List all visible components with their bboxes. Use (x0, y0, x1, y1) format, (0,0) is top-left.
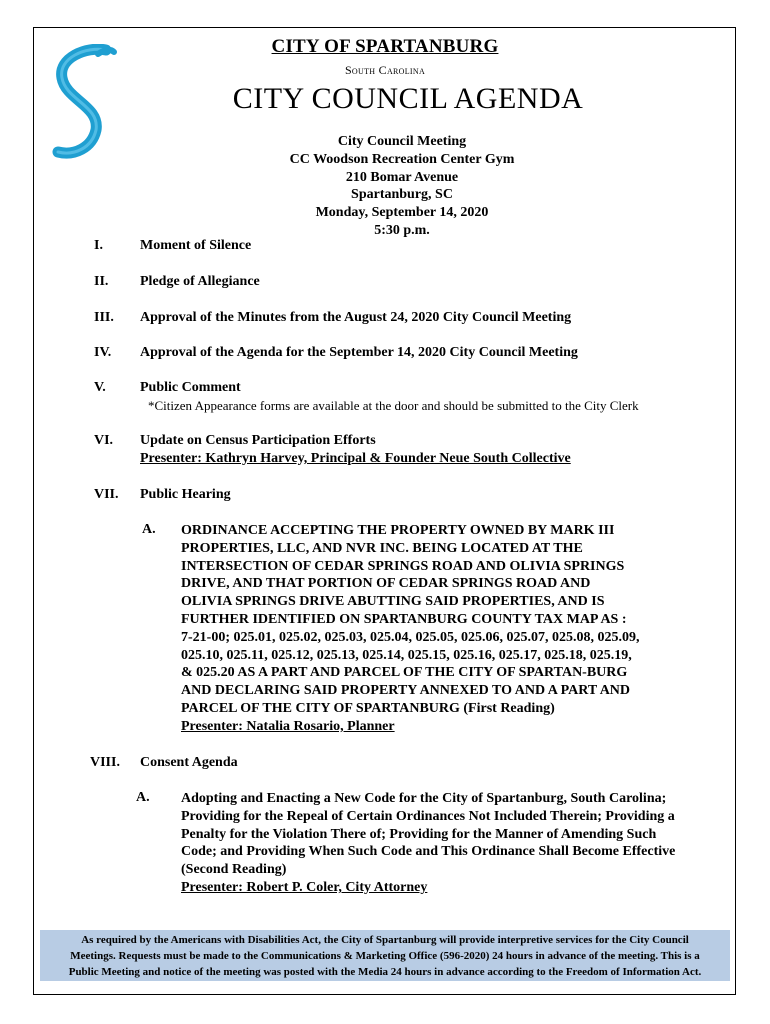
meeting-name: City Council Meeting (337, 134, 467, 149)
meeting-address: 210 Bomar Avenue (345, 169, 459, 185)
item-number: VIII. (90, 755, 120, 770)
text-line: AND DECLARING SAID PROPERTY ANNEXED TO AND A PART AND (181, 683, 631, 699)
item-number: VI. (94, 433, 114, 448)
text-line: FURTHER IDENTIFIED ON SPARTANBURG COUNTY TAX MAP AS : (181, 611, 627, 627)
meeting-info (0, 133, 770, 240)
item-title: Public Hearing (140, 487, 231, 502)
text-line: INTERSECTION OF CEDAR SPRINGS ROAD AND OLIVIA SPRINGS (181, 558, 625, 574)
meeting-venue: CC Woodson Recreation Center Gym (289, 151, 515, 167)
item-number: III. (94, 310, 114, 325)
item-title: Approval of the Minutes from the August 24, 2020 City Council Meeting (140, 310, 572, 325)
consent-text (181, 790, 714, 897)
text-line: PARCEL OF THE CITY OF SPARTANBURG (First Reading) (181, 700, 555, 716)
presenter: Presenter: Kathryn Harvey, Principal & Founder Neue South Collective (140, 451, 571, 466)
notice-line: Meetings. Requests must be made to the Communications & Marketing Office (596-2020) 24 hours in advance of the meeting. This is a (70, 950, 700, 962)
text-line: & 025.20 AS A PART AND PARCEL OF THE CITY OF SPARTAN-BURG (181, 665, 628, 681)
meeting-city: Spartanburg, SC (351, 187, 453, 203)
text-line: OLIVIA SPRINGS DRIVE ABUTTING SAID PROPERTIES, AND IS (181, 594, 605, 610)
state-name: South Carolina (344, 63, 426, 77)
text-line: Code; and Providing When Such Code and This Ordinance Shall Become Effective (181, 844, 676, 860)
notice-line: Public Meeting and notice of the meeting was posted with the Media 24 hours in advance according to the Freedom of Information Act. (68, 966, 702, 978)
city-name: CITY OF SPARTANBURG (271, 36, 499, 57)
presenter: Presenter: Robert P. Coler, City Attorney (181, 879, 428, 895)
item-title: Update on Census Participation Efforts (140, 433, 376, 448)
meeting-time: 5:30 p.m. (374, 222, 430, 238)
citizen-appearance-note: *Citizen Appearance forms are available at the door and should be submitted to the City Clerk (148, 398, 639, 413)
ada-notice (40, 930, 730, 981)
ordinance-text (181, 522, 640, 736)
text-line: Penalty for the Violation There of; Providing for the Manner of Amending Such (181, 826, 657, 842)
sub-item-letter: A. (136, 790, 150, 805)
item-title: Public Comment (140, 380, 241, 395)
sub-item-letter: A. (142, 522, 156, 537)
text-line: Providing for the Repeal of Certain Ordinances Not Included Therein; Providing a (181, 808, 675, 824)
presenter: Presenter: Natalia Rosario, Planner (181, 718, 395, 734)
text-line: ORDINANCE ACCEPTING THE PROPERTY OWNED BY MARK III (181, 523, 615, 538)
notice-line: As required by the Americans with Disabilities Act, the City of Spartanburg will provide interpretive services for the City Council (81, 934, 689, 946)
page-title: CITY COUNCIL AGENDA (232, 82, 584, 115)
text-line: DRIVE, AND THAT PORTION OF CEDAR SPRINGS ROAD AND (181, 576, 591, 592)
text-line: (Second Reading) (181, 862, 287, 878)
text-line: 7-21-00; 025.01, 025.02, 025.03, 025.04, 025.05, 025.06, 025.07, 025.08, 025.09, (181, 629, 640, 645)
item-title: Pledge of Allegiance (140, 274, 260, 289)
item-number: VII. (94, 487, 119, 502)
item-number: IV. (94, 345, 112, 360)
item-title: Consent Agenda (140, 755, 238, 770)
item-number: I. (94, 238, 103, 253)
item-number: II. (94, 274, 109, 289)
text-line: Adopting and Enacting a New Code for the City of Spartanburg, South Carolina; (181, 791, 667, 806)
item-number: V. (94, 380, 106, 395)
item-title: Approval of the Agenda for the September 14, 2020 City Council Meeting (140, 345, 578, 360)
text-line: PROPERTIES, LLC, AND NVR INC. BEING LOCATED AT THE (181, 540, 583, 556)
text-line: 025.10, 025.11, 025.12, 025.13, 025.14, 025.15, 025.16, 025.17, 025.18, 025.19, (181, 647, 632, 663)
meeting-date: Monday, September 14, 2020 (315, 205, 489, 221)
item-title: Moment of Silence (140, 238, 252, 253)
